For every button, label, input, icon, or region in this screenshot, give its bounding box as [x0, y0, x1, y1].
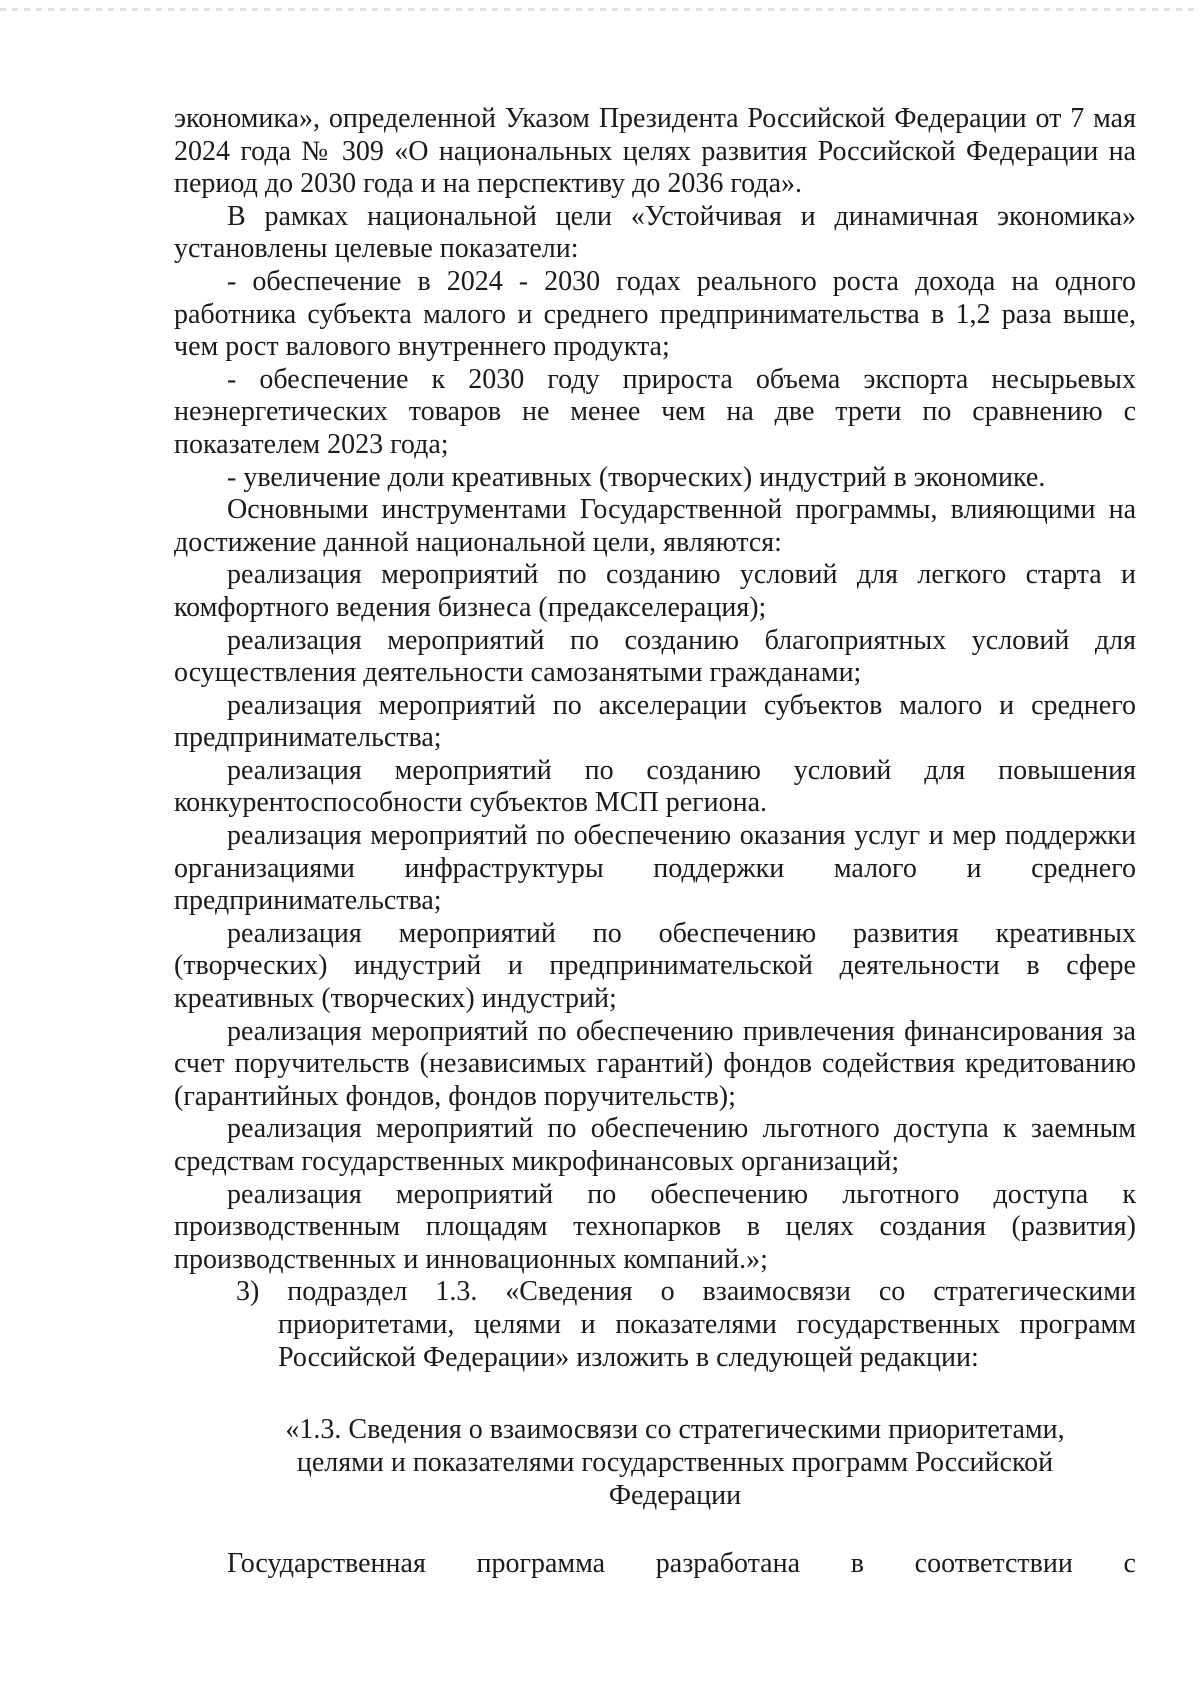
paragraph-indicator-creative-industries: - увеличение доли креативных (творческих) индустрий в экономике.	[227, 461, 1046, 493]
paragraph-instrument-microfinance: реализация мероприятий по обеспечению льготного доступа к заемным средствам государственных микрофинансовых организаций;	[174, 1113, 1136, 1177]
section-heading-1-3: «1.3. Сведения о взаимосвязи со стратегическими приоритетами, целями и показателями государственных программ Российской Федерации	[285, 1414, 1065, 1512]
list-item-subsection-1-3: 3) подраздел 1.3. «Сведения о взаимосвязи со стратегическими приоритетами, целями и показателями государственных программ Российской Федерации» изложить в следующей редакции:	[236, 1276, 1136, 1373]
paragraph-instrument-technoparks: реализация мероприятий по обеспечению льготного доступа к производственным площадям технопарков в целях создания (развития) производственных и инновационных компаний.»;	[174, 1178, 1136, 1275]
paragraph-instrument-preacceleration: реализация мероприятий по созданию условий для легкого старта и комфортного ведения бизнеса (предакселерация);	[174, 559, 1136, 623]
paragraph-instrument-creative-industries: реализация мероприятий по обеспечению развития креативных (творческих) индустрий и предпринимательской деятельности в сфере креативных (творческих) индустрий;	[174, 917, 1136, 1015]
paragraph-continuation: экономика», определенной Указом Президента Российской Федерации от 7 мая 2024 года № 309 «О национальных целях развития Российской Федерации на период до 2030 года и на перспективу до 2036 года».	[174, 103, 1136, 200]
document-body	[174, 103, 1136, 1581]
paragraph-instrument-self-employed: реализация мероприятий по созданию благоприятных условий для осуществления деятельности самозанятыми гражданами;	[174, 624, 1136, 689]
paragraph-indicator-export-growth: - обеспечение к 2030 году прироста объема экспорта несырьевых неэнергетических товаров не менее чем на две трети по сравнению с показателем 2023 года;	[174, 363, 1136, 460]
paragraph-instrument-guarantees: реализация мероприятий по обеспечению привлечения финансирования за счет поручительств (независимых гарантий) фондов содействия кредитованию (гарантийных фондов, фондов поручительств);	[174, 1015, 1136, 1112]
paragraph-program-developed: Государственная программа разработана в соответствии с	[227, 1548, 1136, 1580]
paragraph-target-indicators-intro: В рамках национальной цели «Устойчивая и динамичная экономика» установлены целевые показатели:	[174, 200, 1136, 265]
paragraph-instruments-intro: Основными инструментами Государственной программы, влияющими на достижение данной национальной цели, являются:	[174, 494, 1136, 558]
paragraph-indicator-income-growth: - обеспечение в 2024 - 2030 годах реального роста дохода на одного работника субъекта малого и среднего предпринимательства в 1,2 раза выше, чем рост валового внутреннего продукта;	[174, 265, 1136, 363]
paragraph-instrument-acceleration: реализация мероприятий по акселерации субъектов малого и среднего предпринимательства;	[174, 689, 1136, 754]
paragraph-instrument-support-infrastructure: реализация мероприятий по обеспечению оказания услуг и мер поддержки организациями инфраструктуры поддержки малого и среднего предпринимательства;	[174, 820, 1136, 917]
paragraph-instrument-competitiveness: реализация мероприятий по созданию условий для повышения конкурентоспособности субъектов МСП региона.	[174, 754, 1136, 819]
scan-edge-artifact	[0, 8, 1200, 11]
